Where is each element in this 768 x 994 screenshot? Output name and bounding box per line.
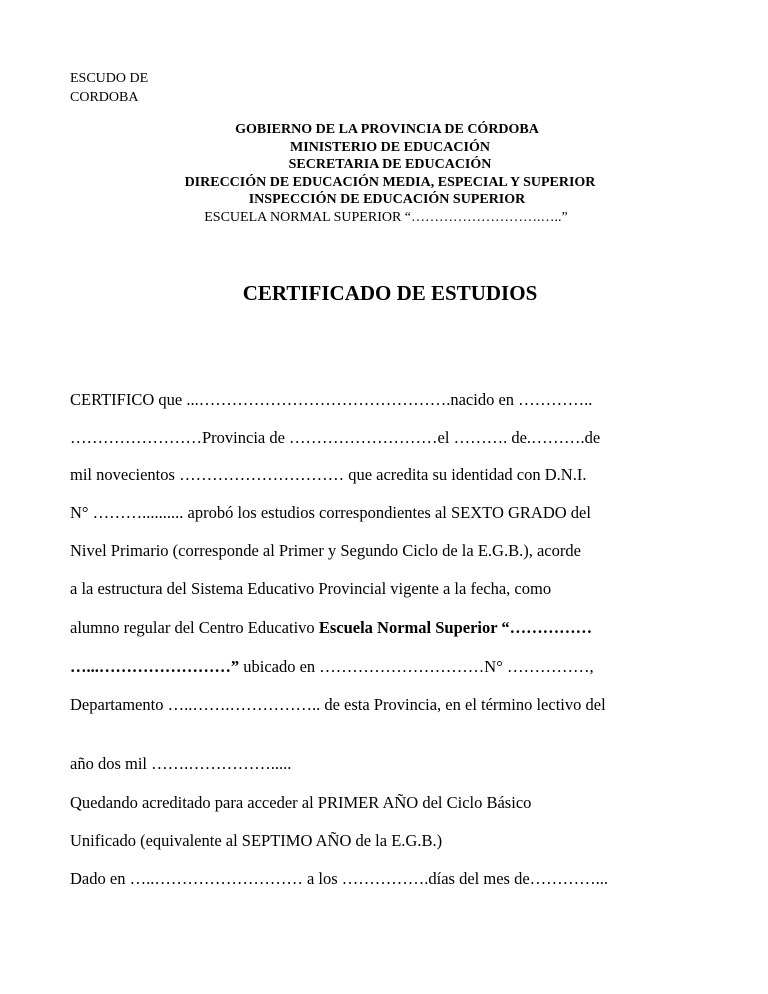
escudo-line-2: CORDOBA xyxy=(70,90,139,105)
document-title: CERTIFICADO DE ESTUDIOS xyxy=(242,281,538,305)
body-line-3: mil novecientos ………………………… que acredita su identidad con D.N.I. xyxy=(70,465,587,484)
body-line-9: Departamento …..…….…………….. de esta Provincia, en el término lectivo del xyxy=(70,695,606,714)
body-line-7-text: alumno regular del Centro Educativo xyxy=(70,618,319,637)
body-line-2: ……………………Provincia de ………………………el ………. de.……….de xyxy=(70,428,601,447)
body-line-4: N° ……….......... aprobó los estudios correspondientes al SEXTO GRADO del xyxy=(70,503,591,522)
body-line-5: Nivel Primario (corresponde al Primer y Segundo Ciclo de la E.G.B.), acorde xyxy=(70,541,581,560)
body-line-12: Unificado (equivalente al SEPTIMO AÑO de la E.G.B.) xyxy=(70,831,443,850)
body-line-8 xyxy=(70,657,594,677)
body-line-1: CERTIFICO que ...……………………………………….nacido en ………….. xyxy=(70,390,593,409)
header-ministerio: MINISTERIO DE EDUCACIÓN xyxy=(290,139,490,155)
school-name-bold: Escuela Normal Superior “…………… xyxy=(318,618,593,637)
body-line-8-text: ubicado en …………………………N° ……………, xyxy=(239,657,594,676)
body-line-13: Dado en …..……………………… a los …………….días del mes de…………... xyxy=(70,869,609,888)
header-direccion: DIRECCIÓN DE EDUCACIÓN MEDIA, ESPECIAL Y SUPERIOR xyxy=(184,174,596,190)
header-escuela: ESCUELA NORMAL SUPERIOR “……………………….…..” xyxy=(204,209,568,225)
header-inspeccion: INSPECCIÓN DE EDUCACIÓN SUPERIOR xyxy=(248,192,526,207)
escudo-placeholder xyxy=(70,69,148,107)
body-line-7 xyxy=(70,618,592,638)
escudo-line-1: ESCUDO DE xyxy=(70,71,149,86)
institution-header xyxy=(0,121,768,226)
school-name-bold-cont: …...……………………” xyxy=(70,657,240,676)
body-line-6: a la estructura del Sistema Educativo Provincial vigente a la fecha, como xyxy=(70,579,552,598)
body-line-10: año dos mil …….……………..... xyxy=(70,754,292,773)
header-gobierno: GOBIERNO DE LA PROVINCIA DE CÓRDOBA xyxy=(235,122,539,137)
body-line-11: Quedando acreditado para acceder al PRIMER AÑO del Ciclo Básico xyxy=(70,793,532,812)
header-secretaria: SECRETARIA DE EDUCACIÓN xyxy=(288,157,492,172)
